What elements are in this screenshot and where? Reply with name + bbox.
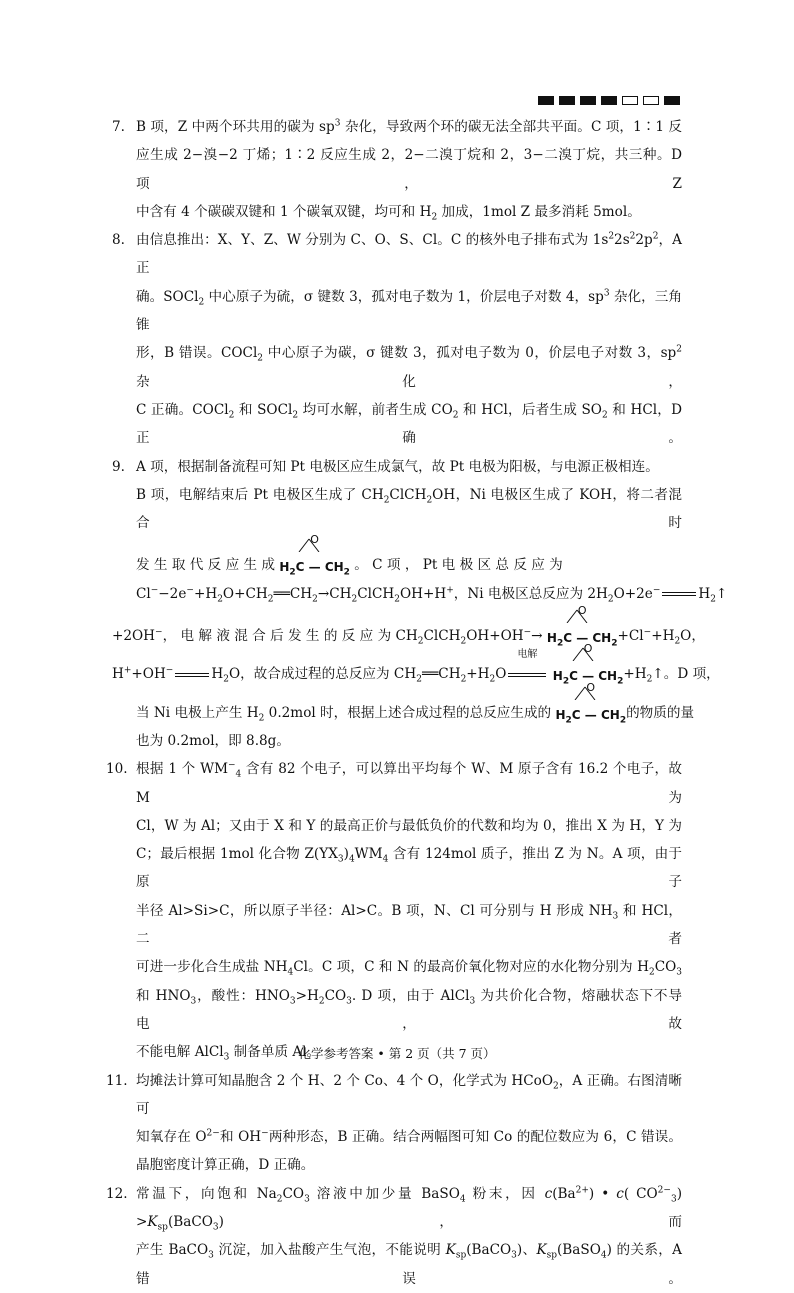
item-number: 11. <box>106 1072 128 1089</box>
answer-item-12 <box>106 1180 682 1293</box>
text-line: 常温下，向饱和 $Na_2CO_3$ 溶液中加少量 BaSO$_4$ 粉末，因 $c(Ba^{2+})$ • c( $CO^{2-}_3$) $>K_{sp}(BaCO_3)$，而 <box>136 1185 682 1233</box>
text-line: 晶胞密度计算正确，D 正确。 <box>136 1157 315 1174</box>
page-footer: 化学参考答案 • 第 2 页（共 7 页） <box>298 1046 496 1061</box>
item-number: 12. <box>106 1185 128 1202</box>
text-line: 知氧存在 $O^{2-}$和 OH−两种形态，B 正确。结合两幅图可知 Co 的配位数应为 6，C 错误。 <box>136 1128 682 1146</box>
marker-square <box>580 96 596 105</box>
text-line: 根据 1 个 $WM^-_4$ 含有 82 个电子，可以算出平均每个 W、M 原子含有 16.2 个电子，故 M 为 <box>136 760 682 806</box>
text-line: $Cl^--2e^-+H_2O+CH_2══CH_2\to CH_2ClCH_2OH+H^+$，Ni 电极区总反应为 $2H_2O+2e^-$ $H_2↑$ <box>136 585 728 605</box>
text-line: 也为 0.2mol，即 8.8g。 <box>136 732 290 749</box>
text-line: 发 生 取 代 反 应 生 成 O $H_2C$ — $CH_2$ 。 C 项 ， Pt 电 极 区 总 反 应 为 <box>136 533 563 578</box>
marker-square <box>622 96 638 105</box>
answer-content <box>106 113 728 1293</box>
text-line: 形，B 错误。COCl$_2$ 中心原子为碳，σ 键数 3，孤对电子数为 0，价层电子对数 3，$sp^2$ 杂化， <box>136 344 682 390</box>
text-line: 中含有 4 个碳碳双键和 1 个碳氧双键，均可和 $H_2$ 加成，1mol Z 最多消耗 5mol。 <box>136 203 641 223</box>
text-line: 可进一步化合生成盐 $NH_4Cl$。C 项，C 和 N 的最高价氧化物对应的水化物分别为 $H_2CO_3$ <box>136 959 682 979</box>
epoxide-structure: O $H_2C$ — $CH_2$ <box>546 604 618 649</box>
text-line: 产生 BaCO$_3$ 沉淀，加入盐酸产生气泡，不能说明 $K_{sp}(BaCO_3)$、$K_{sp}(BaSO_4)$ 的关系，A 错误。 <box>136 1242 682 1287</box>
text-line: Cl，W 为 Al；又由于 X 和 Y 的最高正价与最低负价的代数和均为 0，推出 X 为 H，Y 为 <box>136 817 682 834</box>
epoxide-structure: O $H_2C$ — $CH_2$ <box>555 680 627 726</box>
epoxide-ring-icon <box>547 607 607 623</box>
item-number: 10. <box>106 761 128 778</box>
text-line: 当 Ni 电极上产生 $H_2$ 0.2mol 时，根据上述合成过程的总反应生成的 O $H_2C$ — $CH_2$的物质的量 <box>136 680 695 726</box>
text-line: 不能电解 AlCl$_3$ 制备单质 Al。 <box>136 1044 321 1063</box>
equals-sign <box>175 673 209 677</box>
marker-square <box>538 96 554 105</box>
equals-sign <box>662 592 696 596</box>
marker-square <box>643 96 659 105</box>
reaction-condition: 电解 <box>506 660 548 688</box>
epoxide-ring-icon <box>279 536 339 552</box>
text-line: 和 $HNO_3$，酸性：$HNO_3>H_2CO_3$. D 项，由于 AlCl$_3$ 为共价化合物，熔融状态下不导电，故 <box>136 987 682 1032</box>
text-line: 确。SOCl$_2$ 中心原子为硫，σ 键数 3，孤对电子数为 1，价层电子对数 4，$sp^3$ 杂化，三角锥 <box>136 288 682 334</box>
epoxide-ring-icon <box>553 645 613 661</box>
text-line: A 项，根据制备流程可知 Pt 电极区应生成氯气，故 Pt 电极为阳极，与电源正极相连。 <box>136 458 659 475</box>
page-marker <box>538 96 680 105</box>
marker-square <box>664 96 680 105</box>
text-line: 半径 Al>Si>C，所以原子半径：Al>C。B 项，N、Cl 可分别与 H 形成 $NH_3$ 和 HCl，二者 <box>136 902 682 948</box>
marker-square <box>601 96 617 105</box>
item-number: 9. <box>112 458 125 475</box>
text-line: B 项，Z 中两个环共用的碳为 $sp^3$ 杂化，导致两个环的碳无法全部共平面。C 项，1∶1 反 <box>136 118 682 135</box>
item-number: 7. <box>112 119 125 135</box>
text-line: +2OH−， 电 解 液 混 合 后 发 生 的 反 应 为 $CH_2ClCH_2OH+OH^-\to$ O $H_2C$ — $CH_2+Cl^-+H_2O$， <box>112 604 705 649</box>
text-line: 由信息推出：X、Y、Z、W 分别为 C、O、S、Cl。C 的核外电子排布式为 $1s^22s^22p^2$，A 正 <box>136 231 682 277</box>
epoxide-structure: O $H_2C$ — $CH_2$ <box>279 533 350 578</box>
answer-item-9 <box>112 453 728 756</box>
epoxide-ring-icon <box>555 684 615 700</box>
answer-item-10 <box>106 755 682 1066</box>
epoxide-structure: O $H_2C$ — $CH_2$ <box>552 642 624 687</box>
answer-item-7 <box>112 113 682 226</box>
text-line: C 正确。COCl$_2$ 和 SOCl$_2$ 均可水解，前者生成 $CO_2$ 和 HCl，后者生成 $SO_2$ 和 HCl，D 正确。 <box>136 401 682 447</box>
answer-item-11 <box>106 1067 682 1180</box>
marker-square <box>559 96 575 105</box>
text-line: B 项，电解结束后 Pt 电极区生成了 $CH_2ClCH_2OH$，Ni 电极区生成了 KOH，将二者混合时 <box>136 486 682 532</box>
text-line: 应生成 2−溴−2 丁烯；1∶2 反应生成 2，2−二溴丁烷和 2，3−二溴丁烷，共三种。D 项，Z <box>136 147 682 192</box>
text-line: H++OH− $H_2O$，故合成过程的总反应为 $CH_2══CH_2+H_2O$ 电解 O $H_2C$ — $CH_2+H_2↑$。D 项， <box>112 642 720 687</box>
item-number: 8. <box>112 232 125 249</box>
answer-item-8 <box>112 226 682 452</box>
text-line: 均摊法计算可知晶胞含 2 个 H、2 个 Co、4 个 O，化学式为 HCoO$_2$，A 正确。右图清晰可 <box>136 1072 682 1117</box>
text-line: C；最后根据 1mol 化合物 $Z(YX_3)_4WM_4$ 含有 124mol 质子，推出 Z 为 N。A 项，由于原子 <box>136 846 682 891</box>
